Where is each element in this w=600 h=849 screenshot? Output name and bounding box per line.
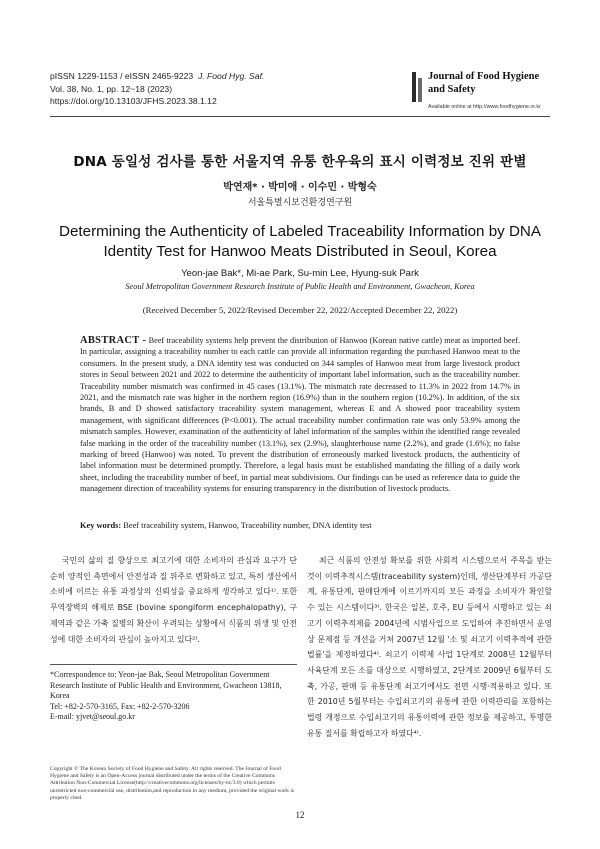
correspondence-footnote xyxy=(50,670,297,723)
korean-title: DNA 동일성 검사를 통한 서울지역 유통 한우육의 표시 이력정보 진위 판별 xyxy=(73,154,527,170)
body-column-left xyxy=(50,553,297,647)
korean-authors: 박연재* · 박미애 · 이수민 · 박형숙 xyxy=(223,182,377,193)
english-authors: Yeon-jae Bak*, Mi-ae Park, Su-min Lee, Hyung-suk Park xyxy=(181,268,419,279)
english-affiliation: Seoul Metropolitan Government Research Institute of Public Health and Environment, Gwacheon, Korea xyxy=(125,282,475,291)
logo-line-1: Journal of Food Hygiene xyxy=(428,71,540,82)
journal-logo-icon xyxy=(412,72,424,102)
correspondence-address: *Correspondence to: Yeon-jae Bak, Seoul Metropolitan Government Research Institute of Public Health and Environment, Gwacheon 13818, Korea xyxy=(50,670,282,701)
copyright-notice: Copyright © The Korean Society of Food Hygiene and Safety. All rights reserved. The Journal of Food Hygiene and Safety is an Open-Access journal distributed under the terms of the Creative Commons Attribution Non-Commercial License(http://creativecommons.org/licenses/by-nc/3.0) which permits unrestricted non-commercial use, distribution,and reproduction in any medium, provided the original work is properly cited. xyxy=(50,766,295,801)
contact-email[interactable]: E-mail: yjvet@seoul.go.kr xyxy=(50,712,135,722)
korean-affiliation: 서울특별시보건환경연구원 xyxy=(247,198,353,208)
received-dates: (Received December 5, 2022/Revised December 22, 2022/Accepted December 22, 2022) xyxy=(142,305,458,315)
body-paragraph: 최근 식품의 안전성 확보를 위한 사회적 시스템으로서 주목을 받는 것이 이력추적시스템(traceability system)인데, 생산단계부터 가공단계, 유통단계, 판매단계에 이르기까지의 모든 과정을 소비자가 확인할 수 있는 시스템이다³⁾. 한국은 일본, 호주, EU 등에서 시행하고 있는 쇠고기 이력추적제를 2004년에 시범사업으로 도입하여 추진하면서 운영상 문제점 등 개선을 거쳐 2007년 12월 '소 및 쇠고기 이력추적에 관한 법률'을 제정하였다⁴⁾. 쇠고기 이력제 사업 1단계로 2008년 12월부터 사육단계 모든 소를 대상으로 시행하였고, 2단계로 2009년 6월부터 도축, 가공, 판매 등 유통단계 쇠고기에서도 전면 시행·적용하고 있다. 또한 2010년 5월부터는 수입쇠고기의 유통에 관한 이력관리를 포함하는 법령 개정으로 수입쇠고기의 유통이력에 관한 정보를 제공하고, 투명한 유통 질서를 확립하고자 하였다⁴⁾. xyxy=(307,556,552,738)
keywords-text: Beef traceability system, Hanwoo, Traceability number, DNA identity test xyxy=(123,521,372,530)
keywords xyxy=(80,521,520,530)
body-paragraph: 국민의 삶의 질 향상으로 최고기에 대한 소비자의 관심과 요구가 단순히 양적인 측면에서 안전성과 질 위주로 변화하고 있고, 특히 생산에서 소비에 이르는 유통 과정상의 신뢰성을 중요하게 생각하고 있다¹⁾. 또한 무역장벽의 해제로 BSE (bovine spongiform encephalopathy), 구제역과 같은 가축 질병의 확산이 우려되는 상황에서 식품의 위생 및 안전성에 대한 소비자의 관심이 높아지고 있다²⁾. xyxy=(50,556,297,644)
header-rule xyxy=(50,116,550,117)
logo-line-2: and Safety xyxy=(428,84,476,95)
footnote-rule xyxy=(50,664,297,665)
journal-meta xyxy=(50,70,264,108)
body-column-right xyxy=(307,553,552,741)
journal-abbrev: J. Food Hyg. Saf. xyxy=(197,71,265,81)
page-number: 12 xyxy=(295,810,305,820)
abstract-text: Beef traceability systems help prevent the distribution of Hanwoo (Korean native cattle) meat as imported beef. In particular, assigning a traceability number to each cattle can provide all information regarding the purchased Hanwoo meat to the consumers. In the present study, a DNA identity test was conducted on 344 samples of Hanwoo meat from large livestock product stores in Seoul between 2021 and 2022 to determine the authenticity of important label information, such as the traceability number. Traceability number mismatch was confirmed in 45 cases (13.1%). The mismatch rate decreased to 11.3% in 2022 from 14.7% in 2021, and the mismatch rate was higher in the northern region (16.9%) than in the southern region (10.2%). In addition, of the six brands, B and D showed satisfactory traceability system management, whereas E and A showed poor traceability system management, with significant differences (P<0.001). The actual traceability number confirmation rate was only 53.9% among the mismatch samples. However, examination of the authenticity of label information of the samples within the identified range revealed false marking in the order of the traceability number (13.1%), sex (2.9%), slaughterhouse name (2.2%), and grade (1.6%); no false marking of breed (Hanwoo) was noted. To prevent the distribution of erroneously marked livestock products, the authenticity of label information must be determined promptly. Therefore, a legal basis must be established mandating the filling of a daily work sheet, including the traceability number of beef, in partial meat subdivisions. Our findings can be used as reference data to guide the management direction of traceability systems for ensuring transparency in the distribution of livestock products. xyxy=(80,336,521,494)
issn-line: pISSN 1229-1153 / eISSN 2465-9223 xyxy=(50,71,194,81)
abstract-label: ABSTRACT - xyxy=(80,335,147,346)
doi-link[interactable]: https://doi.org/10.13103/JFHS.2023.38.1.12 xyxy=(50,96,217,106)
volume-line: Vol. 38, No. 1, pp. 12~18 (2023) xyxy=(50,83,173,94)
logo-url: Available online at http://www.foodhygiene.or.kr xyxy=(428,104,541,110)
contact-phone: Tel: +82-2-570-3165, Fax: +82-2-570-3206 xyxy=(50,701,190,711)
english-title: Determining the Authenticity of Labeled Traceability Information by DNA Identity Test for Hanwoo Meats Distributed in Seoul, Korea xyxy=(58,223,542,260)
keywords-label: Key words: xyxy=(80,521,122,530)
abstract xyxy=(80,335,520,495)
